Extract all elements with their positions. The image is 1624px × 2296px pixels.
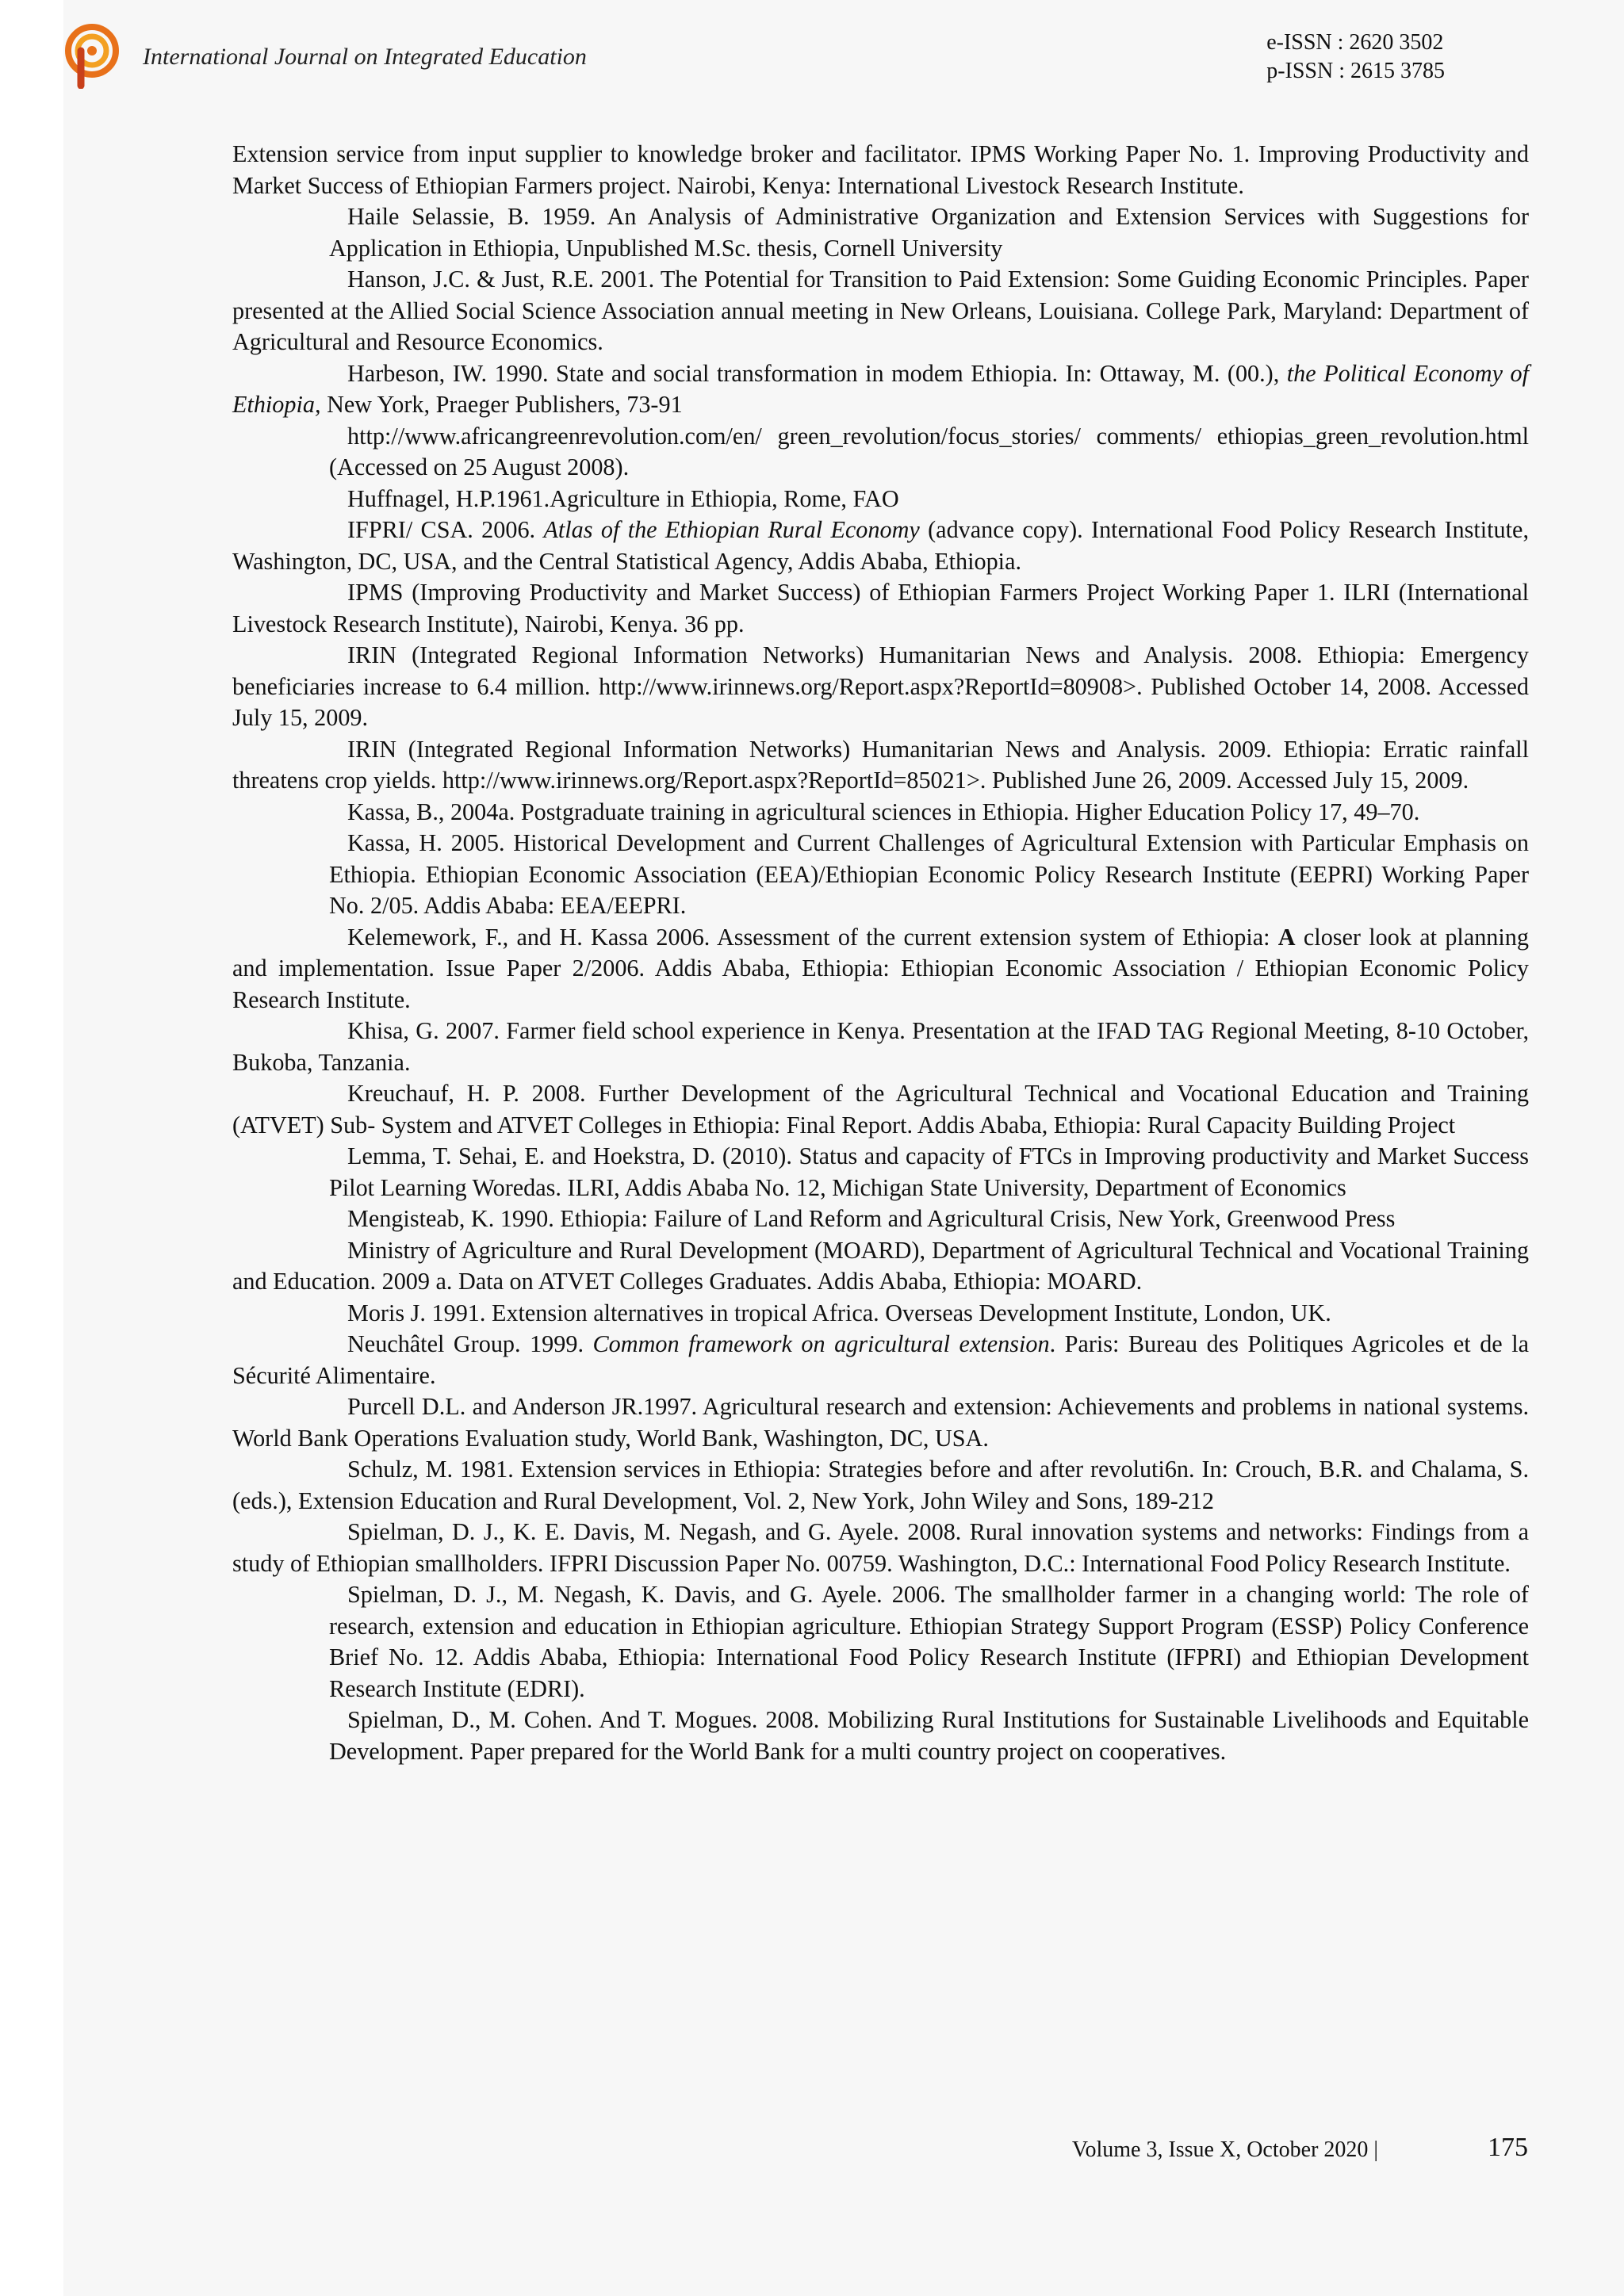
reference-entry: [232, 515, 1529, 577]
page-header: [0, 0, 1624, 111]
reference-text: Khisa, G. 2007. Farmer field school experience in Kenya. Presentation at the IFAD TAG Regional Meeting, 8-10 October, Bukoba, Tanzania.: [232, 1017, 1529, 1076]
reference-entry: [232, 1329, 1529, 1391]
reference-entry: [232, 139, 1529, 201]
reference-text: IRIN (Integrated Regional Information Networks) Humanitarian News and Analysis. 2009. Ethiopia: Erratic rainfall threatens crop yields. http://www.irinnews.org/Report.aspx?ReportId=85021>. Published June 26, 2009. Accessed July 15, 2009.: [232, 735, 1529, 794]
reference-text: Spielman, D., M. Cohen. And T. Mogues. 2008. Mobilizing Rural Institutions for Sustainable Livelihoods and Equitable Development. Paper prepared for the World Bank for a multi country project on cooperatives.: [329, 1706, 1529, 1765]
reference-entry: [232, 577, 1529, 640]
reference-text: Purcell D.L. and Anderson JR.1997. Agricultural research and extension: Achievements and problems in national systems. World Bank Operations Evaluation study, World Bank, Washington, DC, USA.: [232, 1393, 1529, 1452]
reference-text: Kassa, B., 2004a. Postgraduate training in agricultural sciences in Ethiopia. Higher Education Policy 17, 49–70.: [347, 798, 1420, 825]
reference-entry: [232, 1203, 1529, 1235]
reference-text: Mengisteab, K. 1990. Ethiopia: Failure of Land Reform and Agricultural Crisis, New York, Greenwood Press: [347, 1205, 1396, 1232]
reference-entry: [232, 201, 1529, 264]
volume-issue: Volume 3, Issue X, October 2020 |: [1071, 2137, 1378, 2162]
reference-entry: [232, 1517, 1529, 1579]
reference-italic-text: the Political Economy of Ethiopia,: [232, 359, 1529, 418]
reference-entry: [232, 1705, 1529, 1767]
reference-text: Huffnagel, H.P.1961.Agriculture in Ethiopia, Rome, FAO: [347, 484, 899, 512]
reference-entry: [232, 264, 1529, 358]
reference-text: Ministry of Agriculture and Rural Development (MOARD), Department of Agricultural Technical and Vocational Training and Education. 2009 a. Data on ATVET Colleges Graduates. Addis Ababa, Ethiopia: MOARD.: [232, 1236, 1529, 1295]
reference-text: Extension service from input supplier to knowledge broker and facilitator. IPMS Working Paper No. 1. Improving Productivity and Market Success of Ethiopian Farmers project. Nairobi, Kenya: International Livestock Research Institute.: [232, 140, 1529, 199]
pissn: p-ISSN : 2615 3785: [1266, 59, 1445, 83]
reference-text: New York, Praeger Publishers, 73-91: [320, 391, 683, 418]
reference-text: Spielman, D. J., M. Negash, K. Davis, and G. Ayele. 2006. The smallholder farmer in a changing world: The role of research, extension and education in Ethiopian agriculture. Ethiopian Strategy Support Program (ESSP) Policy Conference Brief No. 12. Addis Ababa, Ethiopia: International Food Policy Research Institute (IFPRI) and Ethiopian Development Research Institute (EDRI).: [329, 1581, 1529, 1702]
reference-text: Neuchâtel Group. 1999.: [347, 1330, 593, 1357]
reference-entry: [232, 1454, 1529, 1517]
reference-text: http://www.africangreenrevolution.com/en/ green_revolution/focus_stories/ comments/ ethiopias_green_revolution.html (Accessed on 25 August 2008).: [329, 422, 1529, 480]
reference-text: IPMS (Improving Productivity and Market Success) of Ethiopian Farmers Project Working Paper 1. ILRI (International Livestock Research Institute), Nairobi, Kenya. 36 pp.: [232, 579, 1529, 637]
reference-entry: [232, 1235, 1529, 1298]
reference-entry: [232, 734, 1529, 797]
reference-bold-text: A: [1277, 923, 1296, 951]
reference-text: Spielman, D. J., K. E. Davis, M. Negash, and G. Ayele. 2008. Rural innovation systems and networks: Findings from a study of Ethiopian smallholders. IFPRI Discussion Paper No. 00759. Washington, D.C.: International Food Policy Research Institute.: [232, 1518, 1529, 1577]
reference-text: Hanson, J.C. & Just, R.E. 2001. The Potential for Transition to Paid Extension: Some Guiding Economic Principles. Paper presented at the Allied Social Science Association annual meeting in New Orleans, Louisiana. College Park, Maryland: Department of Agricultural and Resource Economics.: [232, 266, 1529, 355]
reference-entry: [232, 922, 1529, 1016]
reference-list: [232, 139, 1529, 1767]
reference-text: Schulz, M. 1981. Extension services in Ethiopia: Strategies before and after revoluti6n. In: Crouch, B.R. and Chalama, S. (eds.), Extension Education and Rural Development, Vol. 2, New York, John Wiley and Sons, 189-212: [232, 1456, 1529, 1514]
reference-entry: [232, 358, 1529, 421]
reference-text: Moris J. 1991. Extension alternatives in tropical Africa. Overseas Development Institute, London, UK.: [347, 1299, 1331, 1326]
reference-entry: [232, 828, 1529, 922]
reference-italic-text: Atlas of the Ethiopian Rural Economy: [543, 516, 920, 543]
reference-text: IFPRI/ CSA. 2006.: [347, 516, 544, 543]
reference-entry: [232, 484, 1529, 515]
reference-entry: [232, 1579, 1529, 1705]
journal-name: International Journal on Integrated Education: [143, 44, 587, 70]
reference-text: . Paris: Bureau des Politiques Agricoles et de la Sécurité Alimentaire.: [232, 1330, 1529, 1389]
reference-text: IRIN (Integrated Regional Information Networks) Humanitarian News and Analysis. 2008. Ethiopia: Emergency beneficiaries increase to 6.4 million. http://www.irinnews.org/Report.aspx?ReportId=80908>. Published October 14, 2008. Accessed July 15, 2009.: [232, 641, 1529, 731]
reference-entry: [232, 1078, 1529, 1141]
eissn: e-ISSN : 2620 3502: [1266, 30, 1444, 55]
reference-text: Lemma, T. Sehai, E. and Hoekstra, D. (2010). Status and capacity of FTCs in Improving productivity and Market Success Pilot Learning Woredas. ILRI, Addis Ababa No. 12, Michigan State University, Department of Economics: [329, 1142, 1529, 1201]
reference-entry: [232, 797, 1529, 828]
reference-text: Kassa, H. 2005. Historical Development and Current Challenges of Agricultural Extension with Particular Emphasis on Ethiopia. Ethiopian Economic Association (EEA)/Ethiopian Economic Policy Research Institute (EEPRI) Working Paper No. 2/05. Addis Ababa: EEA/EEPRI.: [329, 829, 1529, 919]
reference-text: (advance copy). International Food Policy Research Institute, Washington, DC, USA, and the Central Statistical Agency, Addis Ababa, Ethiopia.: [232, 516, 1529, 575]
page-footer: [0, 2131, 1624, 2179]
reference-text: closer look at planning and implementation. Issue Paper 2/2006. Addis Ababa, Ethiopia: Ethiopian Economic Association / Ethiopian Economic Policy Research Institute.: [232, 923, 1529, 1013]
page-number: 175: [1488, 2133, 1528, 2162]
issn-block: [1266, 29, 1445, 86]
reference-entry: [232, 1391, 1529, 1454]
reference-italic-text: Common framework on agricultural extension: [592, 1330, 1050, 1357]
reference-text: Kelemework, F., and H. Kassa 2006. Assessment of the current extension system of Ethiopia:: [347, 923, 1278, 951]
reference-text: Kreuchauf, H. P. 2008. Further Development of the Agricultural Technical and Vocational Education and Training (ATVET) Sub- System and ATVET Colleges in Ethiopia: Final Report. Addis Ababa, Ethiopia: Rural Capacity Building Project: [232, 1080, 1529, 1138]
reference-text: Harbeson, IW. 1990. State and social transformation in modem Ethiopia. In: Ottaway, M. (00.),: [347, 359, 1287, 387]
reference-entry: [232, 1016, 1529, 1078]
reference-entry: [232, 421, 1529, 484]
journal-logo-icon: [65, 24, 121, 89]
reference-entry: [232, 640, 1529, 734]
reference-entry: [232, 1141, 1529, 1203]
reference-entry: [232, 1298, 1529, 1330]
reference-text: Haile Selassie, B. 1959. An Analysis of Administrative Organization and Extension Services with Suggestions for Application in Ethiopia, Unpublished M.Sc. thesis, Cornell University: [329, 203, 1529, 262]
